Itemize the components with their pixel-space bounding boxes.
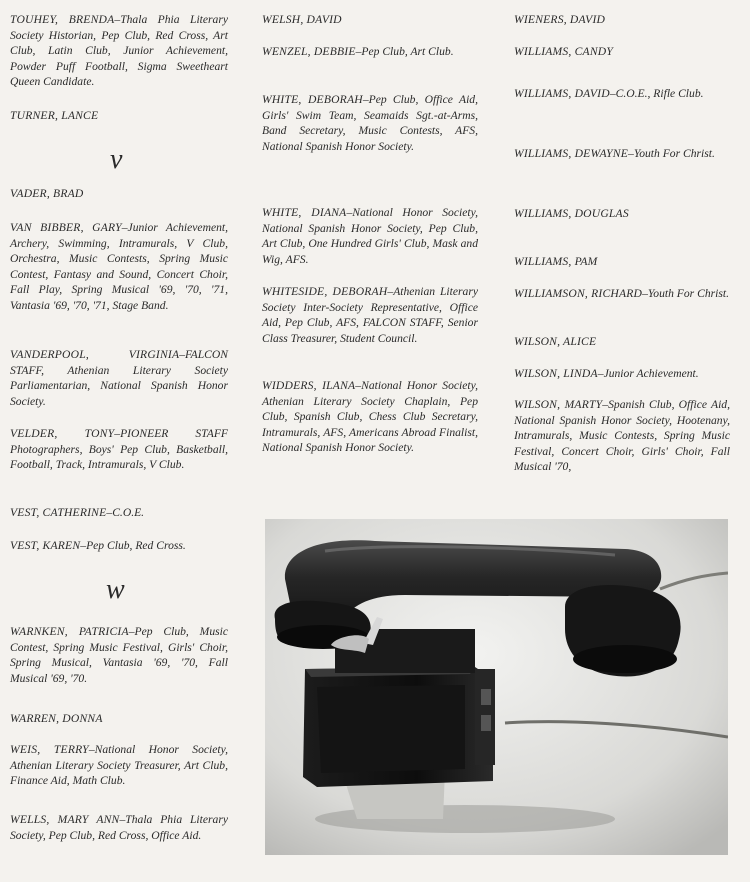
senior-entry: WIENERS, DAVID <box>514 13 606 26</box>
senior-entry: WILSON, ALICE <box>514 335 597 348</box>
senior-entry: WILLIAMS, PAM <box>514 255 598 268</box>
senior-entry: WARNKEN, PATRICIA–Pep Club, Music Contest, Spring Music Festival, Girls' Choir, Spring Musical, Vantasia '69, '70, Fall Musical '69, '70. <box>10 625 228 685</box>
senior-entry: TURNER, LANCE <box>10 109 99 122</box>
senior-entry: WEIS, TERRY–National Honor Society, Athenian Literary Society Treasurer, Art Club, Finance Aid, Math Club. <box>10 743 229 787</box>
senior-entry: WELLS, MARY ANN–Thala Phia Literary Society, Pep Club, Red Cross, Office Aid. <box>10 813 228 842</box>
senior-entry: WILLIAMSON, RICHARD–Youth For Christ. <box>514 287 729 300</box>
senior-entry: WELSH, DAVID <box>262 13 342 26</box>
senior-entry: WILLIAMS, DEWAYNE–Youth For Christ. <box>514 147 715 160</box>
senior-entry: VEST, KAREN–Pep Club, Red Cross. <box>10 539 186 552</box>
telephone-photo <box>265 519 728 855</box>
senior-entry: WHITE, DIANA–National Honor Society, National Spanish Honor Society, Pep Club, Art Club, One Hundred Girls' Club, Mask and Wig, AFS. <box>262 206 478 266</box>
senior-entry: WILSON, LINDA–Junior Achievement. <box>514 367 699 380</box>
senior-entry: WILLIAMS, DAVID–C.O.E., Rifle Club. <box>514 87 704 100</box>
senior-entry: VANDERPOOL, VIRGINIA–FALCON STAFF, Athenian Literary Society Parliamentarian, National Spanish Honor Society. <box>10 348 228 408</box>
senior-entry: WENZEL, DEBBIE–Pep Club, Art Club. <box>262 45 454 58</box>
senior-entry: VEST, CATHERINE–C.O.E. <box>10 506 145 519</box>
senior-entry: WARREN, DONNA <box>10 712 103 725</box>
senior-entry: WILLIAMS, DOUGLAS <box>514 207 629 220</box>
senior-entry: WHITESIDE, DEBORAH–Athenian Literary Society Inter-Society Representative, Office Aid, Pep Club, AFS, FALCON STAFF, Senior Class Treasurer, Student Council. <box>262 285 478 345</box>
senior-entry: WILSON, MARTY–Spanish Club, Office Aid, National Spanish Honor Society, Hootenany, Intramurals, Music Contests, Spring Music Festival, Concert Choir, Girls' Choir, Fall Musical '70, <box>514 398 730 473</box>
section-letter-w: w <box>106 574 125 605</box>
senior-entry: WHITE, DEBORAH–Pep Club, Office Aid, Girls' Swim Team, Seamaids Sgt.-at-Arms, Band Secretary, Music Contests, AFS, National Spanish Honor Society. <box>262 93 478 153</box>
senior-entry: VAN BIBBER, GARY–Junior Achievement, Archery, Swimming, Intramurals, V Club, Orchestra, Music Contests, Spring Music Contest, Fantasy and Sound, Concert Choir, Fall Play, Spring Musical '69, '70, '71, Vantasia '69, '70, '71, Stage Band. <box>10 221 229 312</box>
section-letter-v: v <box>110 144 123 175</box>
senior-entry: WIDDERS, ILANA–National Honor Society, Athenian Literary Society Chaplain, Pep Club, Spanish Club, Chess Club Secretary, Intramurals, AFS, Americans Abroad Finalist, National Spanish Honor Society. <box>262 379 479 454</box>
senior-entry: VADER, BRAD <box>10 187 84 200</box>
senior-entry: WILLIAMS, CANDY <box>514 45 613 58</box>
senior-entry: VELDER, TONY–PIONEER STAFF Photographers, Boys' Pep Club, Basketball, Football, Track, Intramurals, V Club. <box>10 427 229 471</box>
senior-entry: TOUHEY, BRENDA–Thala Phia Literary Society Historian, Pep Club, Red Cross, Art Club, Latin Club, Junior Achievement, Powder Puff Football, Sigma Sweetheart Queen Candidate. <box>10 13 228 88</box>
